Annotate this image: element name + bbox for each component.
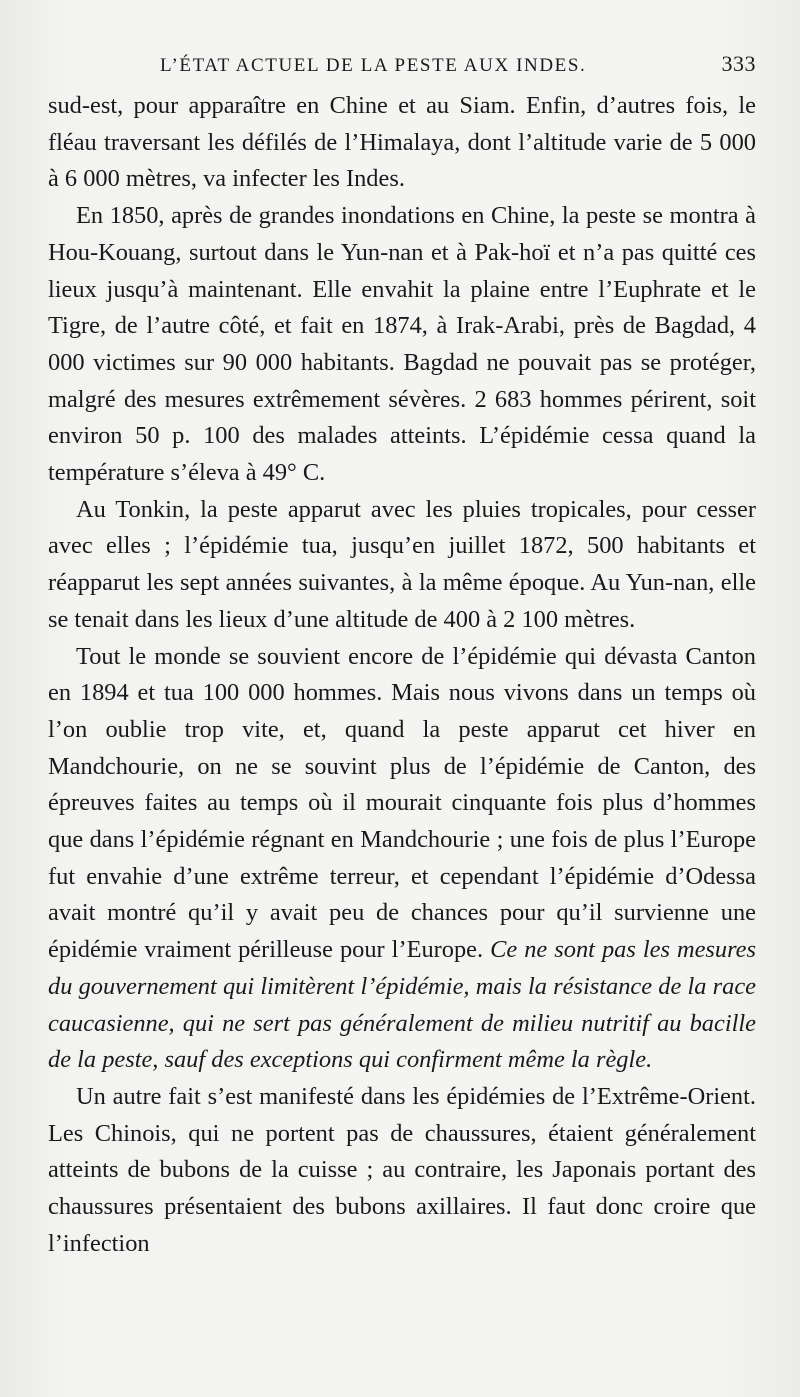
running-head [48, 40, 756, 88]
paragraph-3-text: Au Tonkin, la peste apparut avec les pluies tropicales, pour cesser avec elles ; l’épidémie tua, jusqu’en juillet 1872, 500 habitants et réapparut les sept années suivantes, à la même époque. Au Yun-nan, elle se tenait dans les lieux d’une altitude de 400 à 2 100 mètres. [48, 495, 756, 633]
paragraph-1 [48, 88, 756, 198]
paragraph-1-text: sud-est, pour apparaître en Chine et au Siam. Enfin, d’autres fois, le fléau traversant les défilés de l’Himalaya, dont l’altitude varie de 5 000 à 6 000 mètres, va infecter les Indes. [48, 92, 756, 193]
page-number: 333 [721, 51, 756, 76]
paragraph-4-text: Tout le monde se souvient encore de l’épidémie qui dévasta Canton en 1894 et tua 100 000 hommes. Mais nous vivons dans un temps où l’on oublie trop vite, et, quand la peste apparut cet hiver en Mandchourie, on ne se souvint plus de l’épidémie de Canton, des épreuves faites au temps où il mourait cinquante fois plus d’hommes que dans l’épidémie régnant en Mandchourie ; une fois de plus l’Europe fut envahie d’une extrême terreur, et cependant l’épidémie d’Odessa avait montré qu’il y avait peu de chances pour qu’il survienne une épidémie vraiment périlleuse pour l’Europe. [48, 642, 756, 964]
paragraph-5 [48, 1079, 756, 1263]
paragraph-2 [48, 198, 756, 492]
paragraph-4-emphasis: Ce ne sont pas les mesures du gouvernement qui limitèrent l’épidémie, mais la résistance de la race caucasienne, qui ne sert pas généralement de milieu nutritif au bacille de la peste, sauf des exceptions qui confirment même la règle. [48, 936, 756, 1074]
paragraph-3 [48, 492, 756, 639]
body-text [48, 88, 756, 1263]
paragraph-5-text: Un autre fait s’est manifesté dans les épidémies de l’Extrême-Orient. Les Chinois, qui ne portent pas de chaussures, étaient généralement atteints de bubons de la cuisse ; au contraire, les Japonais portant des chaussures présentaient des bubons axillaires. Il faut donc croire que l’infection [48, 1082, 756, 1257]
paragraph-4 [48, 639, 756, 1079]
running-title: L’ÉTAT ACTUEL DE LA PESTE AUX INDES. [160, 55, 587, 76]
paragraph-2-text: En 1850, après de grandes inondations en Chine, la peste se montra à Hou-Kouang, surtout dans le Yun-nan et à Pak-hoï et n’a pas quitté ces lieux jusqu’à maintenant. Elle envahit la plaine entre l’Euphrate et le Tigre, de l’autre côté, et fait en 1874, à Irak-Arabi, près de Bagdad, 4 000 victimes sur 90 000 habitants. Bagdad ne pouvait pas se protéger, malgré des mesures extrêmement sévères. 2 683 hommes périrent, soit environ 50 p. 100 des malades atteints. L’épidémie cessa quand la température s’éleva à 49° C. [48, 202, 756, 487]
